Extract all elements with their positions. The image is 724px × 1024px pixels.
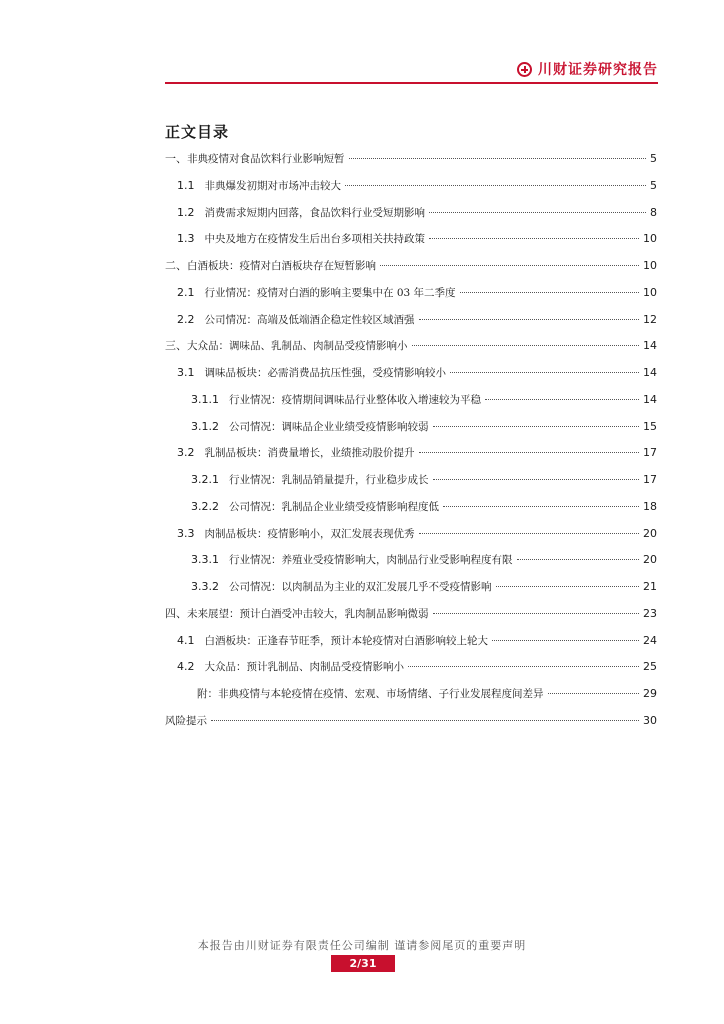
toc-entry-title: 大众品：调味品、乳制品、肉制品受疫情影响小 — [187, 340, 408, 353]
toc-entry-title: 行业情况：乳制品销量提升，行业稳步成长 — [229, 474, 429, 486]
toc-entry-number: 1.2 — [177, 205, 195, 219]
toc-entry[interactable] — [165, 708, 657, 735]
toc-entry-number: 4.2 — [177, 660, 195, 674]
toc-entry-number: 3.3.1 — [191, 553, 219, 567]
toc-entry-number: 3.2.1 — [191, 473, 219, 486]
toc-leader-dots — [419, 452, 640, 453]
toc-entry-number: 1.1 — [177, 178, 195, 192]
toc-entry[interactable] — [165, 628, 657, 655]
toc-entry-page: 23 — [643, 606, 657, 620]
toc-entry-title: 白酒板块：正逢春节旺季，预计本轮疫情对白酒影响较上轮大 — [204, 634, 488, 647]
toc-entry-title: 风险提示 — [165, 714, 207, 727]
toc-entry-title: 附：非典疫情与本轮疫情在疫情、宏观、市场情绪、子行业发展程度间差异 — [197, 688, 544, 700]
toc-entry-number: 4.1 — [177, 633, 195, 647]
toc-entry-title: 行业情况：疫情对白酒的影响主要集中在 03 年二季度 — [204, 286, 456, 299]
toc-entry-title: 公司情况：乳制品企业业绩受疫情影响程度低 — [229, 500, 439, 513]
header-divider — [165, 82, 658, 84]
toc-leader-dots — [492, 640, 639, 641]
toc-entry-page: 14 — [643, 339, 657, 353]
toc-entry[interactable] — [165, 360, 657, 387]
toc-entry[interactable] — [165, 387, 657, 414]
toc-entry-number: 3.1.2 — [191, 419, 219, 433]
toc-leader-dots — [433, 479, 640, 480]
toc-entry-page: 20 — [643, 526, 657, 540]
toc-entry-title: 公司情况：调味品企业业绩受疫情影响较弱 — [229, 420, 429, 433]
toc-entry-page: 10 — [643, 232, 657, 246]
toc-leader-dots — [419, 533, 640, 534]
toc-entry-page: 20 — [643, 553, 657, 567]
toc-entry-title: 行业情况：疫情期间调味品行业整体收入增速较为平稳 — [229, 393, 481, 406]
table-of-contents — [165, 146, 657, 735]
toc-entry[interactable] — [165, 601, 657, 628]
toc-entry-page: 30 — [643, 713, 657, 727]
toc-entry[interactable] — [165, 253, 657, 280]
toc-entry[interactable] — [165, 146, 657, 173]
toc-entry-number: 3.3 — [177, 526, 195, 540]
toc-entry-number: 三、 — [165, 339, 187, 353]
toc-entry-page: 5 — [650, 152, 657, 165]
toc-entry-page: 8 — [650, 205, 657, 219]
toc-entry[interactable] — [165, 200, 657, 227]
toc-entry[interactable] — [165, 521, 657, 548]
toc-entry-number: 2.1 — [177, 285, 195, 299]
toc-entry-number: 2.2 — [177, 312, 195, 326]
toc-entry-title: 消费需求短期内回落，食品饮料行业受短期影响 — [204, 206, 425, 219]
toc-entry-page: 17 — [643, 446, 657, 460]
toc-entry-page: 14 — [643, 366, 657, 379]
toc-entry-title: 白酒板块：疫情对白酒板块存在短暂影响 — [187, 260, 376, 272]
toc-title: 正文目录 — [165, 123, 230, 141]
toc-entry-page: 24 — [643, 633, 657, 647]
toc-leader-dots — [460, 292, 639, 293]
toc-leader-dots — [429, 212, 646, 213]
toc-entry-number: 一、 — [165, 152, 187, 165]
toc-leader-dots — [548, 693, 640, 694]
toc-entry-page: 18 — [643, 499, 657, 513]
toc-entry-page: 15 — [643, 419, 657, 433]
toc-leader-dots — [433, 613, 640, 614]
toc-leader-dots — [443, 506, 639, 507]
toc-leader-dots — [485, 399, 639, 400]
toc-entry-page: 29 — [643, 687, 657, 700]
toc-entry-number: 1.3 — [177, 232, 195, 246]
toc-entry[interactable] — [165, 414, 657, 441]
toc-entry[interactable] — [165, 307, 657, 334]
toc-entry-title: 行业情况：养殖业受疫情影响大，肉制品行业受影响程度有限 — [229, 554, 513, 567]
toc-entry-title: 公司情况：高端及低端酒企稳定性较区域酒强 — [204, 313, 415, 326]
toc-entry-title: 中央及地方在疫情发生后出台多项相关扶持政策 — [204, 233, 425, 246]
toc-leader-dots — [380, 265, 639, 266]
footer-disclaimer: 本报告由川财证券有限责任公司编制 谨请参阅尾页的重要声明 — [197, 939, 527, 952]
toc-entry-number: 二、 — [165, 259, 187, 272]
toc-leader-dots — [496, 586, 640, 587]
toc-entry-title: 非典爆发初期对市场冲击较大 — [204, 179, 341, 192]
toc-entry-title: 非典疫情对食品饮料行业影响短暂 — [187, 153, 345, 165]
toc-entry[interactable] — [165, 681, 657, 708]
toc-leader-dots — [450, 372, 639, 373]
toc-entry-number: 3.2 — [177, 446, 195, 460]
toc-entry-page: 12 — [643, 312, 657, 326]
toc-leader-dots — [211, 720, 639, 721]
toc-entry[interactable] — [165, 467, 657, 494]
toc-entry[interactable] — [165, 173, 657, 200]
toc-entry-title: 肉制品板块：疫情影响小，双汇发展表现优秀 — [204, 527, 415, 540]
toc-entry-number: 3.1 — [177, 366, 195, 379]
toc-entry[interactable] — [165, 440, 657, 467]
toc-leader-dots — [349, 158, 647, 159]
toc-leader-dots — [433, 426, 640, 427]
toc-entry-page: 14 — [643, 392, 657, 406]
toc-entry-page: 25 — [643, 660, 657, 674]
toc-entry[interactable] — [165, 494, 657, 521]
toc-entry[interactable] — [165, 547, 657, 574]
toc-entry[interactable] — [165, 226, 657, 253]
toc-entry-page: 10 — [643, 259, 657, 272]
toc-entry-number: 3.3.2 — [191, 580, 219, 593]
toc-entry-page: 5 — [650, 178, 657, 192]
toc-entry-title: 大众品：预计乳制品、肉制品受疫情影响小 — [204, 661, 404, 674]
toc-entry-page: 10 — [643, 285, 657, 299]
toc-entry-number: 3.1.1 — [191, 392, 219, 406]
toc-entry-number: 3.2.2 — [191, 499, 219, 513]
toc-leader-dots — [345, 185, 646, 186]
toc-leader-dots — [412, 345, 640, 346]
toc-entry[interactable] — [165, 654, 657, 681]
toc-entry-title: 乳制品板块：消费量增长，业绩推动股价提升 — [204, 447, 415, 460]
toc-entry[interactable] — [165, 333, 657, 360]
chuancai-logo-icon — [517, 62, 532, 77]
toc-entry-title: 调味品板块：必需消费品抗压性强，受疫情影响较小 — [204, 367, 446, 379]
toc-entry-number: 四、 — [165, 606, 187, 620]
toc-entry-page: 21 — [643, 580, 657, 593]
toc-entry[interactable] — [165, 574, 657, 601]
toc-leader-dots — [419, 319, 640, 320]
header-brand — [517, 58, 658, 80]
toc-leader-dots — [429, 238, 639, 239]
toc-entry-title: 未来展望：预计白酒受冲击较大，乳肉制品影响微弱 — [187, 607, 429, 620]
brand-name: 川财证券研究报告 — [538, 62, 658, 78]
toc-entry-title: 公司情况：以肉制品为主业的双汇发展几乎不受疫情影响 — [229, 581, 492, 593]
toc-entry-page: 17 — [643, 473, 657, 486]
toc-leader-dots — [408, 666, 639, 667]
toc-leader-dots — [517, 559, 640, 560]
toc-entry[interactable] — [165, 280, 657, 307]
page-number: 2/31 — [331, 955, 395, 972]
